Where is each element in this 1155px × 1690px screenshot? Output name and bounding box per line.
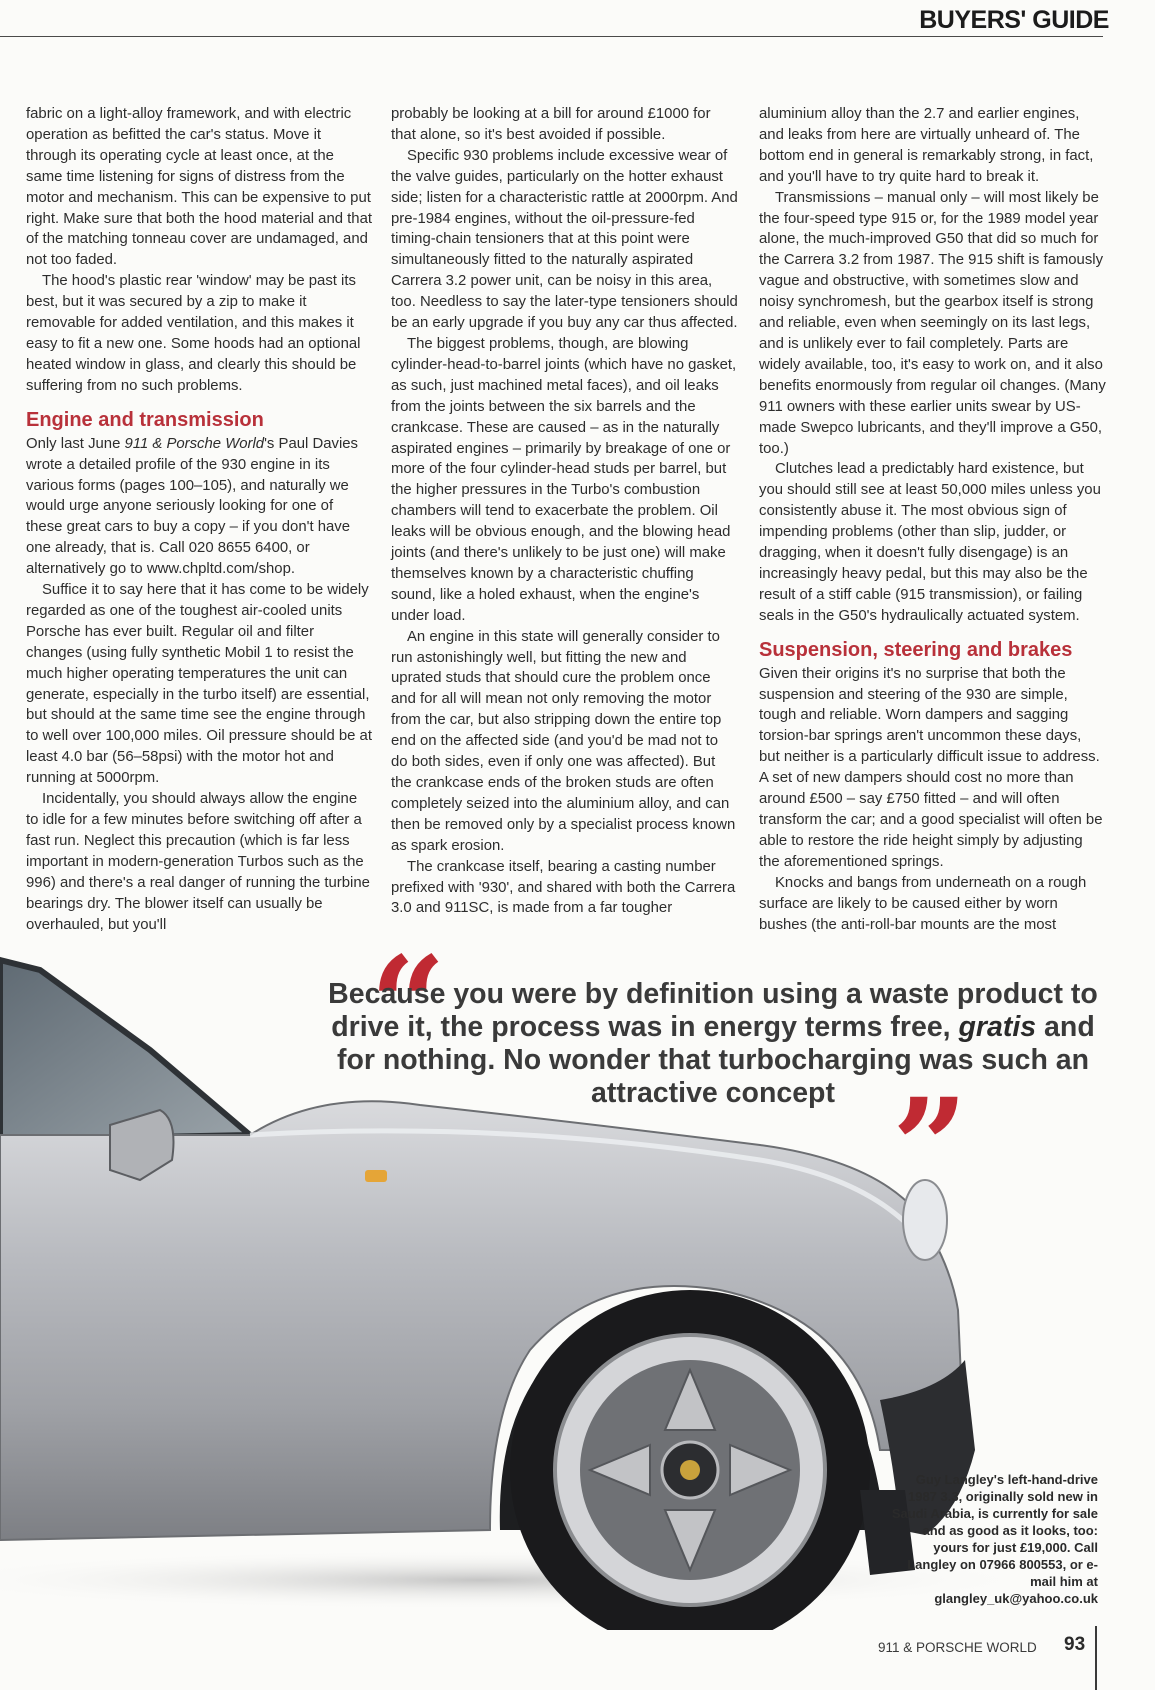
photo-caption: Guy Langley's left-hand-drive 1987 3.3, originally sold new in Saudi Arabia, is currently for sale - and as good as it looks, too: yours for just £19,000. Call Langley on 07966 800553, or e-mail him at glangley_uk@yahoo.co.uk [891,1472,1098,1606]
paragraph: Only last June 911 & Porsche World's Paul Davies wrote a detailed profile of the 930 engine in its various forms (pages 100–105), and naturally we would urge anyone seriously looking for one of these great cars to buy a copy – if you don't have one already, that is. Call 020 8655 6400, or alternatively go to www.chpltd.com/shop. [26,435,358,578]
paragraph: The crankcase itself, bearing a casting number prefixed with '930', and shared with both the Carrera 3.0 and 911SC, is made from a far tougher [391,858,736,917]
open-quote-icon: “ [370,928,446,1083]
paragraph: Given their origins it's no surprise that both the suspension and steering of the 930 are simple, tough and reliable. Worn dampers and sagging torsion-bar springs aren't uncommon these days, but neither is a particularly difficult issue to address. A set of new dampers should cost no more than around £500 – say £750 fitted – and will often transform the car; and a good specialist will often be able to restore the ride height simply by adjusting the aforementioned springs. [759,665,1103,870]
paragraph: Clutches lead a predictably hard existence, but you should still see at least 50,000 miles unless you consistently abuse it. The most obvious sign of impending problems (other than slip, judder, or dragging, when it doesn't fully disengage) is an increasingly heavy pedal, but this may also be the result of a stiff cable (915 transmission), or failing seals in the G50's hydraulically actuated system. [759,461,1101,624]
close-quote-icon: ” [892,1070,968,1225]
paragraph: The hood's plastic rear 'window' may be past its best, but it was secured by a zip to make it removable for added ventilation, and this makes it easy to fit a new one. Some hoods had an optional heated window in glass, and clearly this should be suffering from no such problems. [26,273,361,394]
subheading-engine: Engine and transmission [26,408,264,431]
paragraph: Transmissions – manual only – will most likely be the four-speed type 915 or, for the 1989 model year alone, the much-improved G50 that did so much for the Carrera 3.2 from 1987. The 915 shift is famously vague and obstructive, with sometimes slow and noisy synchromesh, but the gearbox itself is strong and reliable, even when seemingly on its last legs, and is unlikely ever to fail completely. Parts are widely available, too, it's easy to work on, and it also benefits enormously from regular oil changes. (Many 911 owners with these earlier units swear by US-made Swepco lubricants, and they'll improve a G50, too.) [759,189,1106,457]
footer-divider [1095,1626,1097,1690]
paragraph: fabric on a light-alloy framework, and with electric operation as befitted the car's status. Move it through its operating cycle at least once, at the same time listening for signs of distress from the motor and mechanism. This can be expensive to put right. Make sure that both the hood material and that of the matching tonneau cover are undamaged, and not too faded. [26,106,373,269]
paragraph: Incidentally, you should always allow the engine to idle for a few minutes before switching off after a fast run. Neglect this precaution (which is far less important in modern-generation Turbos such as the 996) and there's a real danger of running the turbine bearings dry. The blower itself can usually be overhauled, but you'll [26,791,370,933]
magazine-name: 911 & PORSCHE WORLD [878,1640,1037,1655]
article-column-1 [26,104,373,935]
article-column-2 [391,104,738,919]
paragraph: Specific 930 problems include excessive wear of the valve guides, particularly on the hotter exhaust side; listen for a characteristic rattle at 2000rpm. And pre-1984 engines, without the oil-pressure-fed timing-chain tensioners that at this point were simultaneously fitted to the naturally aspirated Carrera 3.2 power unit, can be noisy in this area, too. Needless to say the later-type tensioners should be an early upgrade if you buy any car thus affected. [391,147,738,332]
subheading-suspension: Suspension, steering and brakes [759,638,1073,661]
paragraph: An engine in this state will generally consider to run astonishingly well, but fitting the new and uprated studs that should cure the problem once and for all will mean not only removing the motor from the car, but also stripping down the entire top end on the affected side (and you'd be mad not to do both sides, even if only one was affected). But the crankcase ends of the broken studs are often completely seized into the aluminium alloy, and can then be removed only by a specialist process known as spark erosion. [391,628,736,854]
paragraph: probably be looking at a bill for around £1000 for that alone, so it's best avoided if possible. [391,106,711,143]
magazine-title: 911 & Porsche World [124,435,265,452]
paragraph: The biggest problems, though, are blowing cylinder-head-to-barrel joints (which have no gasket, as such, just machined metal faces), and oil leaks from the joints between the six barrels and the crankcase. These are caused – as in the naturally aspirated engines – primarily by breakage of one or more of the four cylinder-head studs per barrel, but the higher pressures in the Turbo's combustion chambers will tend to exacerbate the problem. Oil leaks will be obvious enough, and the blowing head joints (and there's unlikely to be just one) will make themselves known by a characteristic chuffing sound, like a holed exhaust, when the engine's under load. [391,335,737,624]
article-column-3 [759,104,1106,935]
pull-quote-emphasis: gratis [958,1011,1037,1043]
paragraph: Knocks and bangs from underneath on a rough surface are likely to be caused either by worn bushes (the anti-roll-bar mounts are the most [759,874,1087,933]
header-divider [0,36,1103,37]
page-number: 93 [1064,1634,1086,1655]
pull-quote: Because you were by definition using a waste product to drive it, the process was in energy terms free, gratis and for nothing. No wonder that turbocharging was such an attractive concept [328,978,1098,1109]
section-title: BUYERS' GUIDE [919,6,1109,34]
paragraph: Suffice it to say here that it has come to be widely regarded as one of the toughest air-cooled units Porsche has ever built. Regular oil and filter changes (using fully synthetic Mobil 1 to resist the much higher operating temperatures the unit can generate, especially in the turbo itself) are essential, but should at the same time see the engine through to well over 100,000 miles. Oil pressure should be at least 4.0 bar (56–58psi) with the motor hot and running at 5000rpm. [26,582,372,787]
paragraph: aluminium alloy than the 2.7 and earlier engines, and leaks from here are virtually unheard of. The bottom end in general is remarkably strong, in fact, and you'll have to try quite hard to break it. [759,106,1094,185]
